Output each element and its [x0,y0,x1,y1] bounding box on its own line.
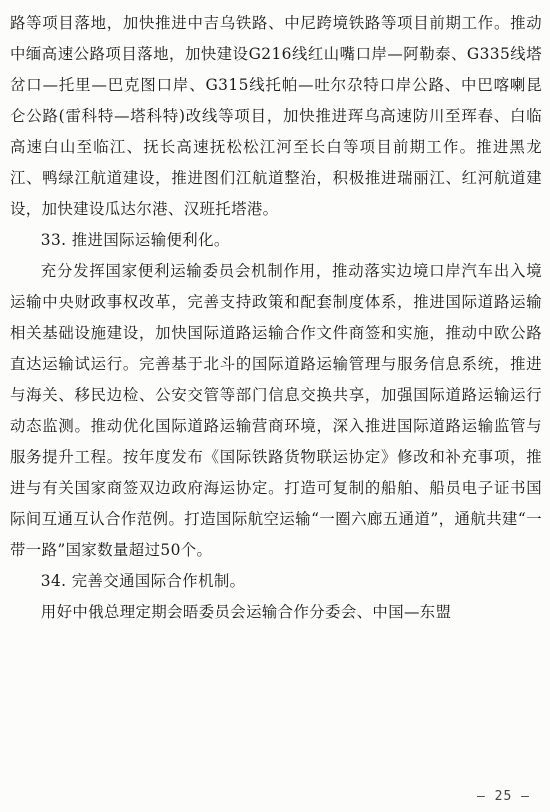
section-heading-33: 33. 推进国际运输便利化。 [40,231,230,249]
page-number: — 25 — [477,789,530,804]
paragraph-continuation: 路等项目落地，加快推进中吉乌铁路、中尼跨境铁路等项目前期工作。推动中缅高速公路项目落地，加快建设G216线红山嘴口岸—阿勒泰、G335线塔岔口—托里—巴克图口岸、G315线托帕—吐尔尕特口岸公路、中巴喀喇昆仑公路(雷科特—塔科特)改线等项目，加快推进珲乌高速防川至珲春、白临高速白山至临江、抚长高速抚松松江河至长白等项目前期工作。推进黑龙江、鸭绿江航道建设，推进图们江航道整治，积极推进瑞丽江、红河航道建设，加快建设瓜达尔港、汉班托塔港。 [10,14,542,218]
section-heading-34: 34. 完善交通国际合作机制。 [40,572,246,590]
paragraph-international-transport: 充分发挥国家便利运输委员会机制作用，推动落实边境口岸汽车出入境运输中央财政事权改革，完善支持政策和配套制度体系，推进国际道路运输相关基础设施建设，加快国际道路运输合作文件商签和实施，推动中欧公路直达运输试运行。完善基于北斗的国际道路运输管理与服务信息系统，推进与海关、移民边检、公安交管等部门信息交换共享，加强国际道路运输运行动态监测。推动优化国际道路运输营商环境，深入推进国际道路运输监管与服务提升工程。按年度发布《国际铁路货物联运协定》修改和补充事项，推进与有关国家商签双边政府海运协定。打造可复制的船舶、船员电子证书国际间互通互认合作范例。打造国际航空运输“一圈六廊五通道”，通航共建“一带一路”国家数量超过50个。 [10,262,542,559]
document-body [10,8,542,628]
paragraph-cooperation-mechanism: 用好中俄总理定期会晤委员会运输合作分委会、中国—东盟 [40,603,452,621]
